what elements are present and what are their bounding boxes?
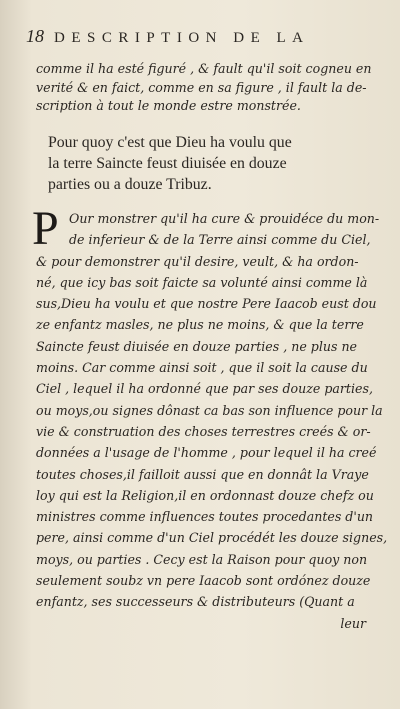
text-line: sus,Dieu ha voulu et que nostre Pere Iaacob eust dou xyxy=(36,296,377,312)
chapter-heading xyxy=(48,132,388,195)
running-head: DESCRIPTION DE LA xyxy=(54,30,310,46)
text-line: verité & en faict, comme en sa figure , il fault la de- xyxy=(36,79,367,95)
text-line: ou moys,ou signes dônast ca bas son influence pour la xyxy=(36,402,383,418)
heading-line: Pour quoy c'est que Dieu ha voulu que xyxy=(48,134,292,151)
text-line: ze enfantz masles, ne plus ne moins, & que la terre xyxy=(36,317,364,333)
body-paragraph xyxy=(32,202,388,634)
text-line: & pour demonstrer qu'il desire, veult, & ha ordon- xyxy=(36,253,359,269)
text-line: données a l'usage de l'homme , pour lequel il ha creé xyxy=(36,445,377,461)
page-number: 18 xyxy=(26,26,44,46)
text-line: de inferieur & de la Terre ainsi comme du Ciel, xyxy=(69,232,371,248)
text-line: vie & construation des choses terrestres creés & or- xyxy=(36,423,371,439)
text-line: comme il ha esté figuré , & fault qu'il soit cogneu en xyxy=(36,61,372,76)
text-line: seulement soubz vn pere Iaacob sont ordónez douze xyxy=(36,573,371,589)
text-line: moys, ou parties . Cecy est la Raison pour quoy non xyxy=(36,551,368,567)
page-header xyxy=(26,26,380,47)
text-line: pere, ainsi comme d'un Ciel procédét les douze signes, xyxy=(36,530,388,546)
text-line: Our monstrer qu'il ha cure & prouidéce du mon- xyxy=(69,211,380,226)
intro-paragraph xyxy=(36,60,388,116)
heading-line: parties ou a douze Tribuz. xyxy=(48,176,212,193)
text-line: ministres comme influences toutes procedantes d'un xyxy=(36,509,374,525)
catchword: leur xyxy=(340,615,366,631)
text-line: né, que icy bas soit faicte sa volunté ainsi comme là xyxy=(36,274,368,290)
text-line: Saincte feust diuisée en douze parties , ne plus ne xyxy=(36,338,358,354)
drop-cap: P xyxy=(32,202,59,255)
text-line: toutes choses,il failloit aussi que en donnât la Vraye xyxy=(36,466,369,482)
text-line: scription à tout le monde estre monstrée. xyxy=(36,98,301,113)
text-line: Ciel , lequel il ha ordonné que par ses douze parties, xyxy=(36,381,373,397)
text-line: moins. Car comme ainsi soit , que il soit la cause du xyxy=(36,360,368,376)
text-line: enfantz, ses successeurs & distributeurs (Quant a xyxy=(36,594,355,610)
heading-line: la terre Saincte feust diuisée en douze xyxy=(48,155,287,172)
text-line: loy qui est la Religion,il en ordonnast douze chefz ou xyxy=(36,487,374,503)
